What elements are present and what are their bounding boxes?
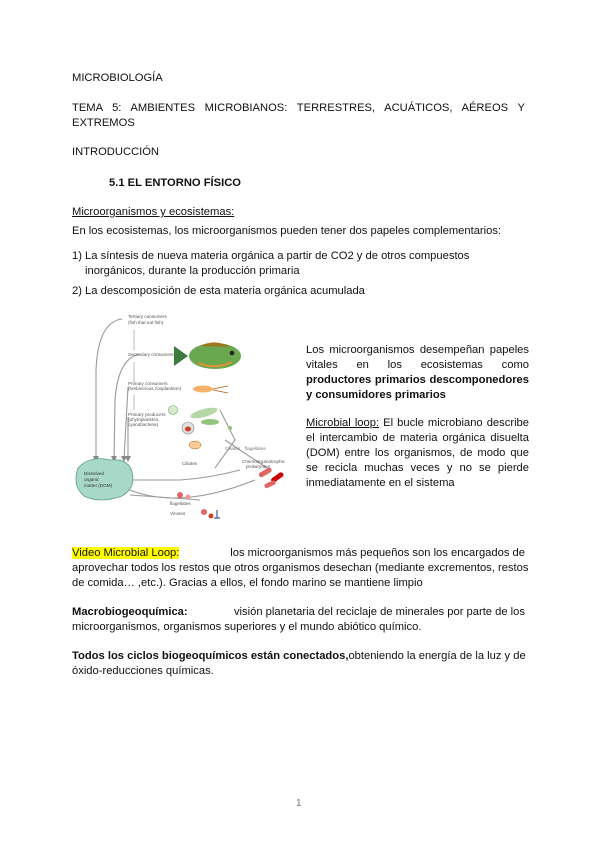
diagram-label-ciliates-flagellates: Ciliates (225, 446, 241, 451)
svg-text:(phytoplankton,: (phytoplankton, (128, 417, 160, 422)
intro-heading: INTRODUCCIÓN (72, 146, 160, 158)
svg-text:matter (DOM): matter (DOM) (84, 483, 113, 488)
svg-text:cyanobacteria): cyanobacteria) (128, 422, 159, 427)
svg-text:flagellates: flagellates (170, 501, 191, 506)
arrow-loop-up (215, 410, 235, 468)
list-item-1a: 1) La síntesis de nueva materia orgánica a partir de CO2 y de otros compuestos (72, 250, 470, 262)
cycles-line-1: Todos los ciclos biogeoquímicos están conectados, obteniendo la energía de la luz y de (72, 650, 526, 662)
phytoplankton-icons (169, 406, 233, 435)
svg-text:(herbivorous zooplankton): (herbivorous zooplankton) (128, 386, 182, 391)
svg-text:Primary producers: Primary producers (128, 412, 166, 417)
macro-label: Macrobiogeoquímica: (72, 606, 188, 618)
video-line-2: aprovechar todos los restos que otros organismos desechan (mediante excrementos, restos (72, 562, 529, 574)
arrow-viruses (130, 480, 255, 498)
svg-text:organic: organic (84, 477, 100, 482)
side-paragraph-2: Microbial loop: El bucle microbiano describe el intercambio de materia orgánica disuelta (DOM) entre los organismos, de modo que se recicla muchas veces y no se pierde inmediatamente en el sistema (306, 417, 529, 489)
video-link[interactable]: Video Microbial Loop: (72, 547, 180, 559)
fish-icon (174, 342, 241, 369)
ciliates-icon (182, 441, 201, 466)
section-heading: 5.1 EL ENTORNO FÍSICO (109, 177, 241, 189)
arrow-dom-to-prokaryotes (130, 470, 240, 480)
svg-text:flagellates: flagellates (245, 446, 266, 451)
prokaryotes-icons (242, 459, 286, 489)
list-item-1b: inorgánicos, durante la producción primaria (85, 265, 300, 277)
svg-text:(fish that eat fish): (fish that eat fish) (128, 320, 164, 325)
lead-paragraph: En los ecosistemas, los microorganismos pueden tener dos papeles complementarios: (72, 225, 502, 237)
svg-text:Secondary consumers: Secondary consumers (128, 352, 174, 357)
cycles-label: Todos los ciclos biogeoquímicos están conectados, (72, 650, 349, 662)
svg-text:Tertiary consumers: Tertiary consumers (128, 314, 167, 319)
course-title: MICROBIOLOGÍA (72, 72, 163, 84)
arrow-tertiary-to-dom (96, 319, 122, 460)
svg-text:Chemoorganotrophic: Chemoorganotrophic (242, 459, 285, 464)
video-line-3: de comida… ,etc.). Gracias a ellos, el fondo marino se mantiene limpio (72, 577, 423, 589)
zooplankton-icon (193, 386, 228, 394)
macro-line-2: microorganismos, organismos superiores y el mundo abiótico químico. (72, 621, 422, 633)
page-number: 1 (296, 798, 302, 809)
cycles-line-2: óxido-reducciones químicas. (72, 665, 214, 677)
dom-blob (76, 459, 133, 500)
video-line-1: Video Microbial Loop: los microorganismos más pequeños son los encargados de (72, 547, 525, 559)
macro-line-1: Macrobiogeoquímica: visión planetaria del reciclaje de minerales por parte de los (72, 606, 525, 618)
svg-text:Viruses: Viruses (170, 511, 186, 516)
viruses-icons (170, 509, 220, 519)
svg-text:Dissolved: Dissolved (84, 471, 104, 476)
subsection-heading: Microorganismos y ecosistemas: (72, 206, 235, 218)
microbial-loop-diagram (70, 310, 300, 525)
microbial-loop-label: Microbial loop: (306, 417, 380, 429)
svg-text:prokaryotes: prokaryotes (246, 464, 271, 469)
side-bold-text: productores primarios descomponedores y consumidores primarios (306, 374, 529, 401)
svg-text:Ciliates: Ciliates (182, 461, 198, 466)
list-item-2: 2) La descomposición de esta materia orgánica acumulada (72, 285, 365, 297)
topic-title: TEMA 5: AMBIENTES MICROBIANOS: TERRESTRES, ACUÁTICOS, AÉREOS Y EXTREMOS (72, 102, 525, 129)
side-paragraph-1: Los microorganismos desempeñan papeles vitales en los ecosistemas como productores primarios descomponedores y consumidores primarios (306, 344, 529, 401)
svg-text:Primary consumers: Primary consumers (128, 381, 168, 386)
